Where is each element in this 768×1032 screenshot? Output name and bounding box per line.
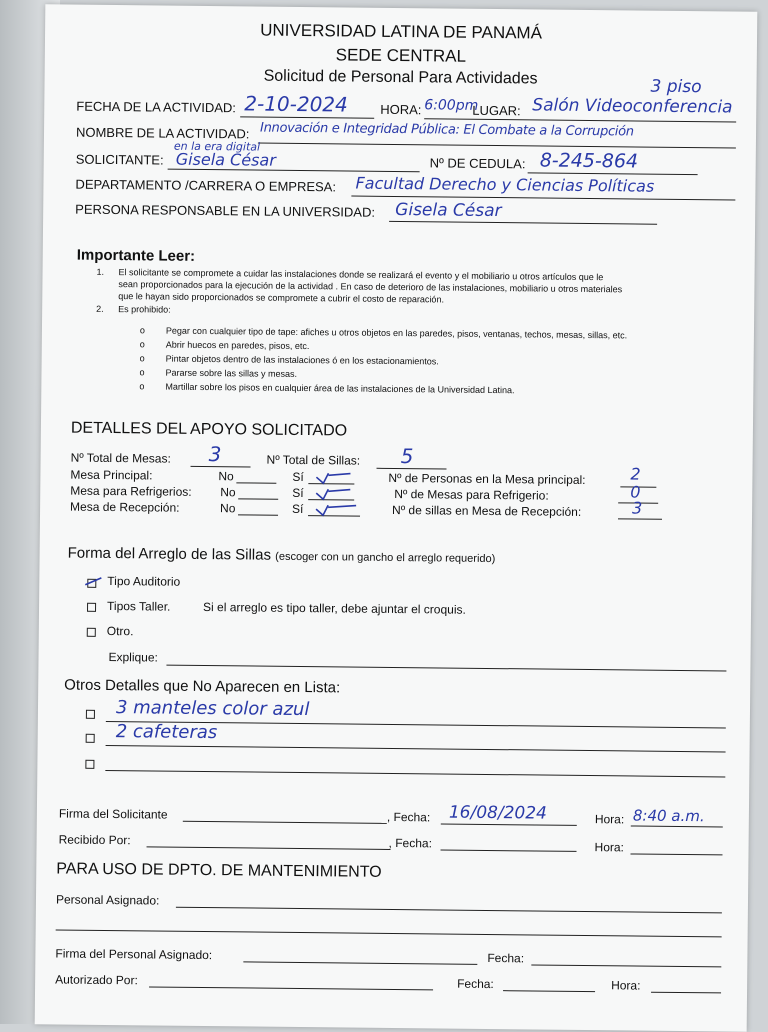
reception-yes: Sí [292,501,304,517]
requester-value: Gisela César [175,149,276,170]
chairs-label: Nº Total de Sillas: [266,452,361,468]
campus-name: SEDE CENTRAL [335,45,467,66]
explain-label: Explique: [108,649,158,665]
authorized-time-line [651,992,721,994]
authorized-line [149,986,433,990]
staff-date-label: Fecha: [487,950,525,966]
date-value: 2-10-2024 [244,91,348,117]
id-label: Nº DE CEDULA: [429,155,526,172]
main-people-label: Nº de Personas en la Mesa principal: [388,470,586,487]
activity-value-2: en la era digital [173,139,261,154]
authorized-date-line [503,990,595,992]
important-item1-line1: El solicitante se compromete a cuidar las instalaciones donde se realizará el evento y el mobiliario u otros artículos que le [118,267,604,283]
received-time-line [630,853,722,855]
option-other-checkbox[interactable] [87,628,96,637]
signature-time-value: 8:40 a.m. [632,806,705,826]
tables-label: Nº Total de Mesas: [70,450,171,466]
explain-line [166,665,726,672]
refreshment-label: Mesa para Refrigerios: [70,483,192,499]
date-label: FECHA DE LA ACTIVIDAD: [76,98,237,116]
place-label: LUGAR: [472,102,521,119]
floor-note: 3 piso [650,76,702,98]
prohibited-item: Pararse sobre las sillas y mesas. [165,367,298,379]
form-sheet [35,4,758,1031]
reception-chairs-label: Nº de sillas en Mesa de Recepción: [392,502,582,519]
important-item1-num: 1. [96,266,105,277]
staff-date-line [531,964,721,967]
received-date-line [441,849,577,851]
main-table-checkmark-icon [314,469,354,485]
bullet: o [139,339,145,350]
bullet: o [139,367,145,378]
other-item2-value: 2 cafeteras [115,721,218,744]
arrangement-heading-text: Forma del Arreglo de las Sillas [67,544,272,564]
responsible-value: Gisela César [395,199,502,222]
important-item1-line2: sean proporcionados para la ejecución de la actividad . En caso de deterioro de las instalaciones, mobiliario u otros materiales [118,279,623,295]
received-date-label: , Fecha: [388,835,433,851]
support-heading: DETALLES DEL APOYO SOLICITADO [70,419,348,440]
reception-label: Mesa de Recepción: [70,499,180,515]
time-value: 6:00pm [424,97,479,114]
bullet: o [139,353,145,364]
staff-line [176,907,722,914]
important-item2-num: 2. [96,303,104,314]
other-item2-checkbox[interactable] [86,734,95,743]
signature-date-label: , Fecha: [386,809,431,825]
requester-signature-line [183,821,387,824]
option-workshop-label: Tipos Taller. [106,598,171,614]
received-line [147,846,391,850]
id-value: 8-245-864 [539,149,639,173]
other-heading: Otros Detalles que No Aparecen en Lista: [64,676,341,697]
bullet: o [139,381,145,392]
reception-checkmark-icon [314,501,362,518]
signature-time-line [631,825,723,827]
other-item1-value: 3 manteles color azul [115,697,310,721]
other-item3-checkbox[interactable] [85,760,94,769]
refreshment-checkmark-icon [314,485,354,501]
other-item1-checkbox[interactable] [86,710,95,719]
refreshment-no-line [238,498,278,499]
signature-date-value: 16/08/2024 [448,802,548,824]
received-time-label: Hora: [594,840,624,855]
refresh-tables-value: 0 [630,482,641,502]
important-item2-text: Es prohibido: [118,304,171,315]
responsible-line [389,221,657,225]
activity-line [258,143,736,149]
signature-time-label: Hora: [594,812,625,827]
staff-signature-line [243,961,477,964]
activity-label: NOMBRE DE LA ACTIVIDAD: [75,124,250,142]
staff-label: Personal Asignado: [55,892,160,908]
tables-value: 3 [208,442,222,467]
staff-signature-label: Firma del Personal Asignado: [55,946,213,963]
authorized-time-label: Hora: [611,978,641,993]
requester-label: SOLICITANTE: [75,151,164,168]
prohibited-item: Pegar con cualquier tipo de tape: afiches u otros objetos en las paredes, pisos, ventanas, techos, mesas, sillas, etc. [165,325,628,341]
department-label: DEPARTAMENTO /CARRERA O EMPRESA: [75,176,337,195]
place-value: Salón Videoconferencia [532,95,733,118]
reception-no: No [220,501,236,516]
option-other-label: Otro. [106,623,134,639]
reception-no-line [238,514,278,515]
important-heading: Importante Leer: [76,246,196,265]
option-workshop-note: Si el arreglo es tipo taller, debe ajuntar el croquis. [202,599,466,617]
chairs-value: 5 [400,444,414,469]
signature-date-line [441,823,577,825]
auditorium-checkmark-icon [83,575,103,589]
authorized-label: Autorizado Por: [55,972,138,988]
time-label: HORA: [380,101,422,118]
main-table-no: No [218,469,234,484]
prohibited-item: Martillar sobre los pisos en cualquier área de las instalaciones de la Universidad Latina. [165,381,515,396]
requester-signature-label: Firma del Solicitante [58,806,168,822]
reception-chairs-line [618,518,662,519]
university-name: UNIVERSIDAD LATINA DE PANAMÁ [260,20,543,43]
option-auditorium-label: Tipo Auditorio [107,573,181,589]
form-title: Solicitud de Personal Para Actividades [263,67,538,88]
main-table-label: Mesa Principal: [70,467,153,483]
reception-chairs-value: 3 [632,498,643,518]
main-people-value: 2 [630,464,641,484]
activity-value-1: Innovación e Integridad Pública: El Combate a la Corrupción [259,120,634,140]
received-label: Recibido Por: [58,832,131,848]
responsible-label: PERSONA RESPONSABLE EN LA UNIVERSIDAD: [75,201,376,220]
date-line [240,116,374,118]
other-item3-line [105,770,725,777]
refreshment-yes: Sí [292,485,304,501]
arrangement-heading-note: (escoger con un gancho el arreglo requerido) [275,550,496,566]
requester-line [168,169,420,173]
staff-line-2 [56,929,722,937]
refresh-tables-label: Nº de Mesas para Refrigerio: [394,486,549,503]
maintenance-heading: PARA USO DE DPTO. DE MANTENIMIENTO [56,860,382,881]
other-item2-line [106,745,726,752]
bullet: o [139,325,146,336]
option-workshop-checkbox[interactable] [87,603,96,612]
department-value: Facultad Derecho y Ciencias Políticas [355,173,655,196]
prohibited-item: Abrir huecos en paredes, pisos, etc. [165,339,310,352]
important-item1-line3: que le hayan sido proporcionados se compromete a cubrir el costo de reparación. [118,291,445,305]
authorized-date-label: Fecha: [457,976,494,992]
arrangement-heading [68,545,496,566]
main-table-no-line [236,482,276,483]
refreshment-no: No [220,485,236,500]
prohibited-item: Pintar objetos dentro de las instalaciones ó en los estacionamientos. [165,353,439,367]
main-table-yes: Sí [292,469,304,485]
